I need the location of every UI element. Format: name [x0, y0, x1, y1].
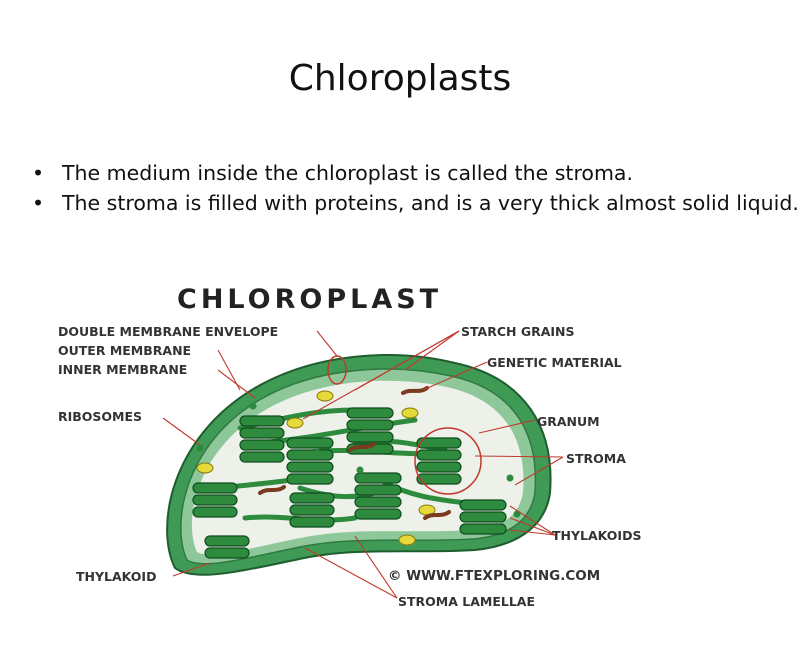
label-stroma: STROMA — [566, 451, 626, 466]
ribosome — [314, 450, 321, 457]
starch-grain — [287, 418, 303, 428]
label-granum: GRANUM — [537, 414, 600, 429]
bullet-list — [32, 158, 800, 218]
granum-stack — [290, 493, 334, 527]
label-stroma-lamellae: STROMA LAMELLAE — [398, 594, 536, 609]
leader-line — [305, 548, 397, 598]
leader-line — [163, 418, 200, 445]
bullet-glyph: • — [32, 191, 45, 215]
bullet-glyph: • — [32, 161, 45, 185]
credit-text: © WWW.FTEXPLORING.COM — [388, 568, 601, 584]
bullet-text: The stroma is filled with proteins, and is a very thick almost solid liquid. — [62, 191, 799, 215]
slide-title: Chloroplasts — [288, 58, 512, 99]
label-genetic-material: GENETIC MATERIAL — [487, 355, 622, 370]
label-ribosomes: RIBOSOMES — [58, 409, 143, 424]
leader-line — [317, 331, 337, 356]
granum-stack — [193, 483, 237, 517]
ribosome — [507, 475, 514, 482]
ribosome — [250, 403, 257, 410]
bullet-item — [32, 158, 800, 188]
bullet-item — [32, 188, 800, 218]
starch-grain — [197, 463, 213, 473]
label-inner-membrane: INNER MEMBRANE — [58, 362, 188, 377]
label-thylakoids: THYLAKOIDS — [552, 528, 642, 543]
label-outer-membrane: OUTER MEMBRANE — [58, 343, 192, 358]
chloroplast-diagram — [55, 278, 675, 618]
label-thylakoid: THYLAKOID — [76, 569, 157, 584]
label-starch-grains: STARCH GRAINS — [461, 324, 575, 339]
leader-line — [218, 370, 255, 398]
label-double-membrane-envelope: DOUBLE MEMBRANE ENVELOPE — [58, 324, 279, 339]
bullet-text: The medium inside the chloroplast is called the stroma. — [62, 161, 634, 185]
starch-grain — [402, 408, 418, 418]
diagram-heading: CHLOROPLAST — [177, 284, 443, 315]
granum-stack — [460, 500, 506, 534]
ribosome — [357, 467, 364, 474]
ribosome — [197, 445, 204, 452]
starch-grain — [317, 391, 333, 401]
starch-grain — [399, 535, 415, 545]
